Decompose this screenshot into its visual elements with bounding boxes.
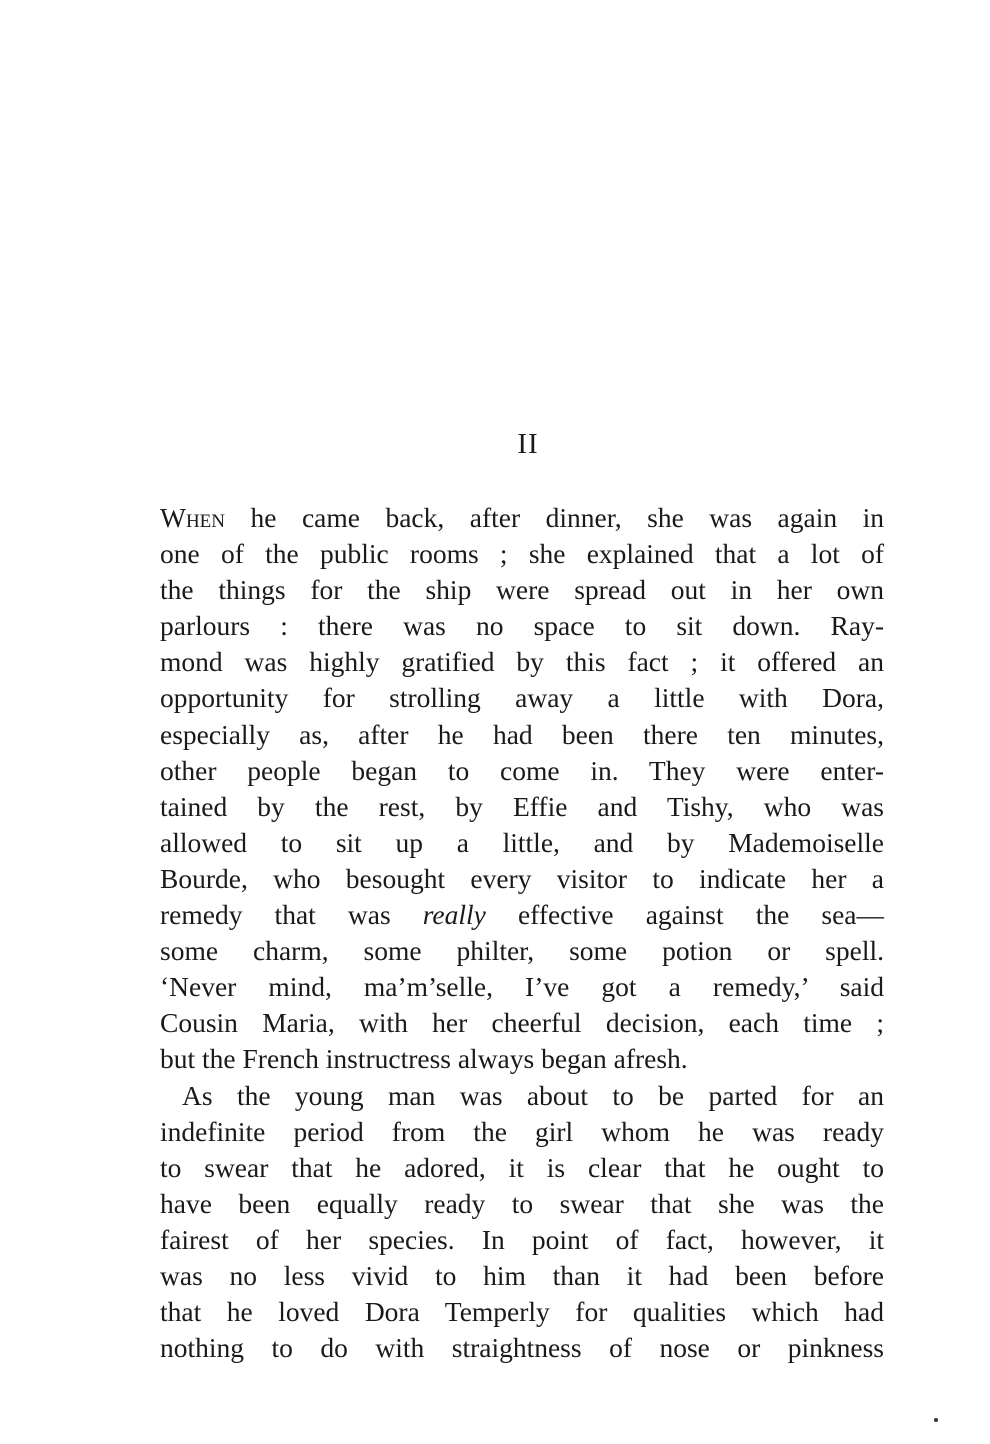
text-line: tained by the rest, by Effie and Tishy, who was [160, 790, 884, 822]
text-line: As the young man was about to be parted for an [182, 1079, 884, 1111]
emphasis: really [422, 899, 486, 931]
text-line: especially as, after he had been there ten minutes, [160, 718, 884, 750]
text-line: that he loved Dora Temperly for qualities which had [160, 1296, 884, 1328]
text-line: mond was highly gratified by this fact ; it offered an [160, 646, 884, 678]
text-line: indefinite period from the girl whom he was ready [160, 1115, 884, 1147]
text-line: to swear that he adored, it is clear that he ought to [160, 1151, 884, 1183]
text-line: remedy that was really effective against the sea— [160, 899, 884, 931]
text-line: When he came back, after dinner, she was again in [160, 502, 884, 533]
text-line: other people began to come in. They were enter- [160, 754, 884, 786]
text-line: but the French instructress always began afresh. [160, 1043, 688, 1075]
text-line: some charm, some philter, some potion or spell. [160, 935, 884, 967]
lead-word: When [160, 502, 226, 533]
text-line: the things for the ship were spread out in her own [160, 574, 884, 606]
text-line: have been equally ready to swear that she was the [160, 1187, 884, 1219]
text-line: parlours : there was no space to sit down. Ray- [160, 610, 884, 642]
text-line: Cousin Maria, with her cheerful decision, each time ; [160, 1007, 884, 1039]
text-line: Bourde, who besought every visitor to indicate her a [160, 862, 884, 894]
text-line: opportunity for strolling away a little with Dora, [160, 682, 884, 714]
print-speck [934, 1418, 938, 1422]
text-line: allowed to sit up a little, and by Mademoiselle [160, 826, 884, 858]
chapter-number: II [517, 428, 539, 460]
text-line: one of the public rooms ; she explained that a lot of [160, 538, 884, 570]
text-line: nothing to do with straightness of nose or pinkness [160, 1332, 884, 1364]
text-line: fairest of her species. In point of fact, however, it [160, 1223, 884, 1255]
text-line: ‘Never mind, ma’m’selle, I’ve got a remedy,’ said [160, 971, 884, 1003]
text-line: was no less vivid to him than it had been before [160, 1259, 884, 1291]
body-text [160, 500, 884, 1366]
